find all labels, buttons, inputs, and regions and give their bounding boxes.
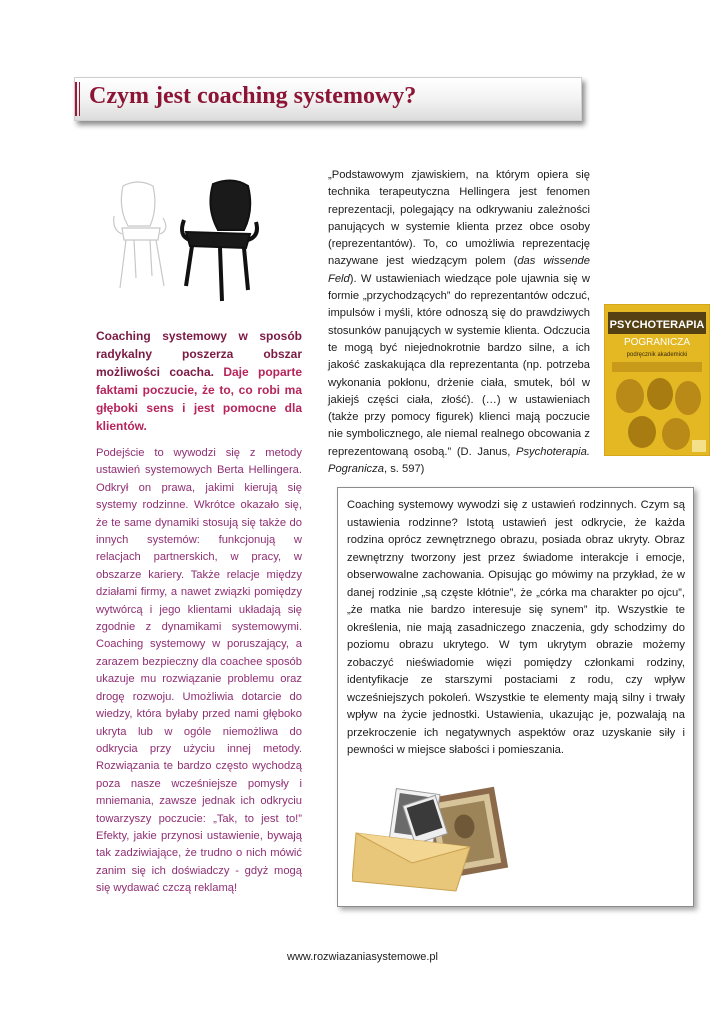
book-subtitle: podręcznik akademicki [626,352,688,358]
box-text: Coaching systemowy wywodzi się z ustawień rodzinnych. Czym są ustawienia rodzinne? Istotą ustawień jest odkrycie, że każda rodzina oprócz zewnętrznego obrazu, posiada obraz ukryty. Obraz zewnętrzny tworzony jest przez świadome interakcje i emocje, obserwowalne zachowania. Opisując go mówimy na przykład, że w danej rodzinie „są częste kłótnie”, że „córka ma charakter po ojcu”, „że matka nie bardzo interesuje się synem” itp. Wszystkie te określenia, nie mają zasadniczego znaczenia, gdy schodzimy do poziomu obrazu ukrytego. W tym ukrytym obrazie możemy zobaczyć nieświadomie więzi pomiędzy członkami rodziny, identyfikacje ze starszymi postaciami z rodu, czy wpływ wcześniejszych pokoleń. Wszystkie te elementy mają silny i trwały wpływ na życie jednostki. Ustawienia, ukazując je, pozwalają na przekroczenie ich negatywnych aspektów oraz uzyskanie siły i pewności w miejsce słabości i pomieszania. [347,499,685,756]
chairs-image [108,178,263,303]
book-cover-image [604,304,710,456]
title-accent-line [79,82,80,116]
family-constellations-box [337,487,694,907]
envelope-photos-image [352,781,512,893]
quote-italic1: das wissende Feld [328,255,590,285]
page-title: Czym jest coaching systemowy? [89,83,417,109]
quote-part3: , s. 597) [383,463,425,476]
quote-part2: ). W ustawieniach wiedzące pole ujawnia się w formie „przychodzących” do reprezentantów odczuć, impulsów i myśli, które odnoszą się do prawdziwych stosunków panujących w systemie klienta. Odczucia te mogą być niejednokrotnie bardzo silne, a ich jakość zaskakująca dla reprezentanta (np. potrzeba wykonania pokłonu, drżenie ciała, smutek, ból w jakiejś części ciała, złość). (…) w ustawieniach (także przy pomocy figurek) klienci mają poczucie nie symbolicznego, ale niemal realnego obcowania z reprezentowaną osobą.” (D. Janus, [328,272,590,458]
left-body-text: Podejście to wywodzi się z metody ustawień systemowych Berta Hellingera. Odkrył on prawa, jakimi kierują się systemy rodzinne. Wkrótce okazało się, że te same dynamiki stosują się także do innych systemów: funkcjonują w relacjach partnerskich, w pracy, w obszarze kariery. Także relacje między działami firmy, a nawet związki pomiędzy wytwórcą i jego klientami układają się zgodnie z dynamikami systemowymi. Coaching systemowy w poruszający, a zarazem bezpieczny dla coachee sposób ukazuje mu rozwiązanie problemu oraz drogę rozwoju. Umożliwia dotarcie do wiedzy, która byłaby przed nami głęboko ukryta lub w ogóle niemożliwa do odkrycia przy użyciu innej metody. Rozwiązania te bardzo często wychodzą poza nasze wcześniejsze pomysły i mniemania, zawsze jednak ich odkryciu towarzyszy poczucie: „Tak, to jest to!” Efekty, jakie przynosi ustawienie, bywają tak zadziwiające, że trudno o nich mówić zanim się ich doświadczy - gdyż mogą się wydawać czczą reklamą! [96,447,302,895]
book-title-line2: POGRANICZA [623,337,691,348]
footer-url[interactable]: www.rozwiazaniasystemowe.pl [287,951,438,963]
lead-part1: Coaching systemowy w sposób radykalny poszerza obszar możliwości coacha. [96,329,302,379]
title-banner [74,77,582,121]
left-lead-text [96,327,302,435]
quote-part1: „Podstawowym zjawiskiem, na którym opiera się technika terapeutyczna Hellingera jest fenomen reprezentacji, polegający na odkrywaniu zależności panujących w systemie klienta przez obce osoby (reprezentantów). To, co umożliwia reprezentację nazywane jest wiedzącym polem ( [328,169,590,268]
hellinger-quote [328,167,590,478]
book-title-line1: PSYCHOTERAPIA [609,319,705,331]
quote-italic2: Psychoterapia. Pogranicza [328,445,590,476]
title-accent-bar [75,82,77,116]
lead-part2: Daje poparte faktami poczucie, że to, co robi ma głęboki sens i jest pomocne dla klientów. [96,365,302,433]
